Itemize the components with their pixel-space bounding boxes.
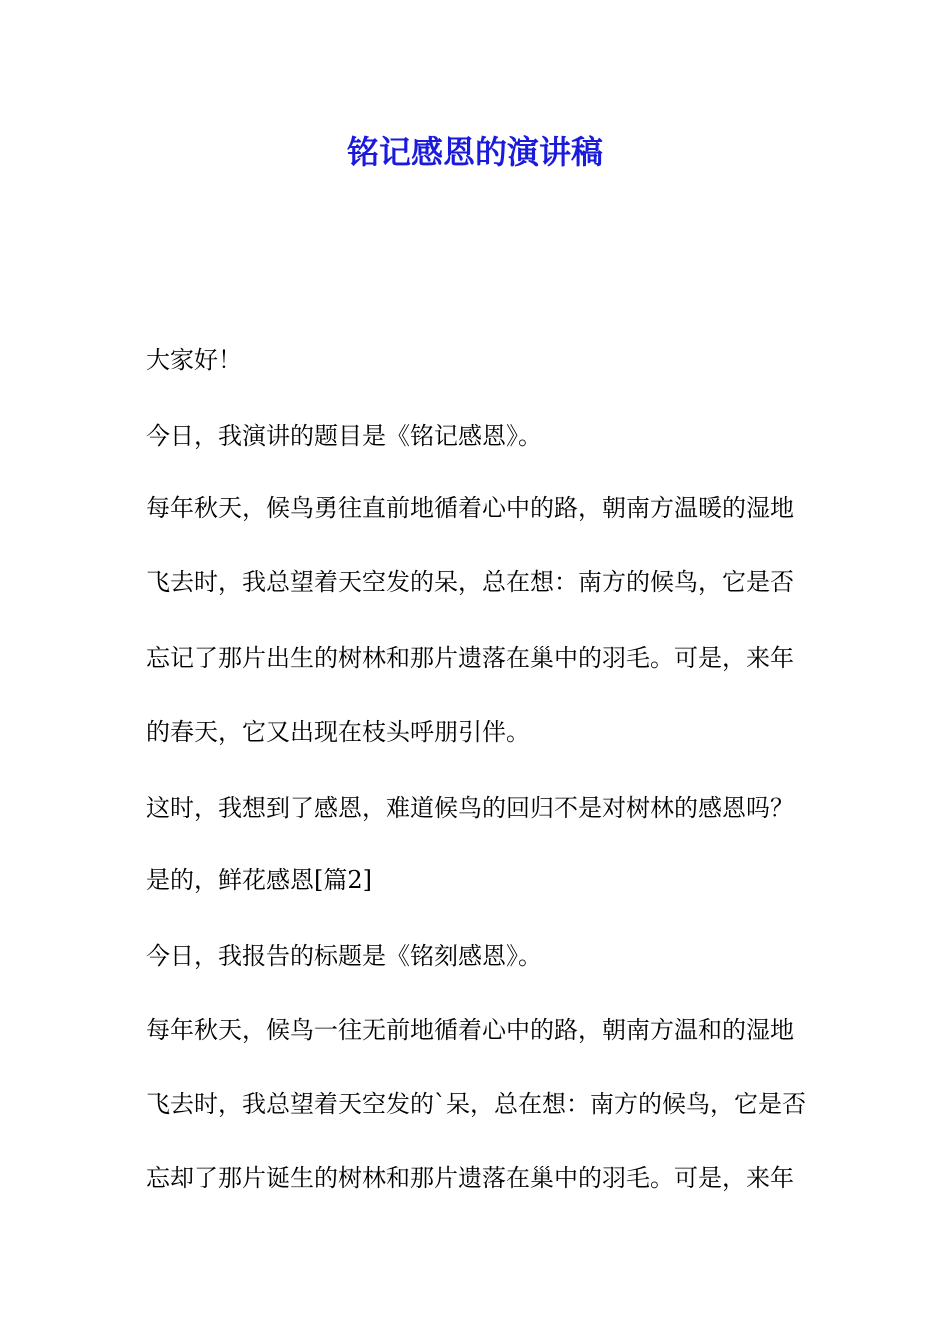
body-line: 这时，我想到了感恩，难道候鸟的回归不是对树林的感恩吗？ [146, 794, 794, 822]
body-line: 今日，我演讲的题目是《铭记感恩》。 [146, 422, 542, 450]
body-line: 飞去时，我总望着天空发的呆，总在想：南方的候鸟，它是否 [146, 568, 794, 596]
body-line: 忘却了那片诞生的树林和那片遗落在巢中的羽毛。可是，来年 [146, 1164, 794, 1192]
body-line: 今日，我报告的标题是《铭刻感恩》。 [146, 942, 542, 970]
body-line: 每年秋天，候鸟一往无前地循着心中的路，朝南方温和的湿地 [146, 1016, 794, 1044]
body-line: 的春天，它又出现在枝头呼朋引伴。 [146, 718, 530, 746]
document-title: 铭记感恩的演讲稿 [346, 133, 603, 171]
body-line: 是的，鲜花感恩[篇2] [146, 866, 372, 894]
body-line: 忘记了那片出生的树林和那片遗落在巢中的羽毛。可是，来年 [146, 644, 794, 672]
body-line: 飞去时，我总望着天空发的`呆，总在想：南方的候鸟，它是否 [146, 1090, 806, 1118]
greeting-line: 大家好！ [146, 346, 242, 374]
body-line: 每年秋天，候鸟勇往直前地循着心中的路，朝南方温暖的湿地 [146, 494, 794, 522]
